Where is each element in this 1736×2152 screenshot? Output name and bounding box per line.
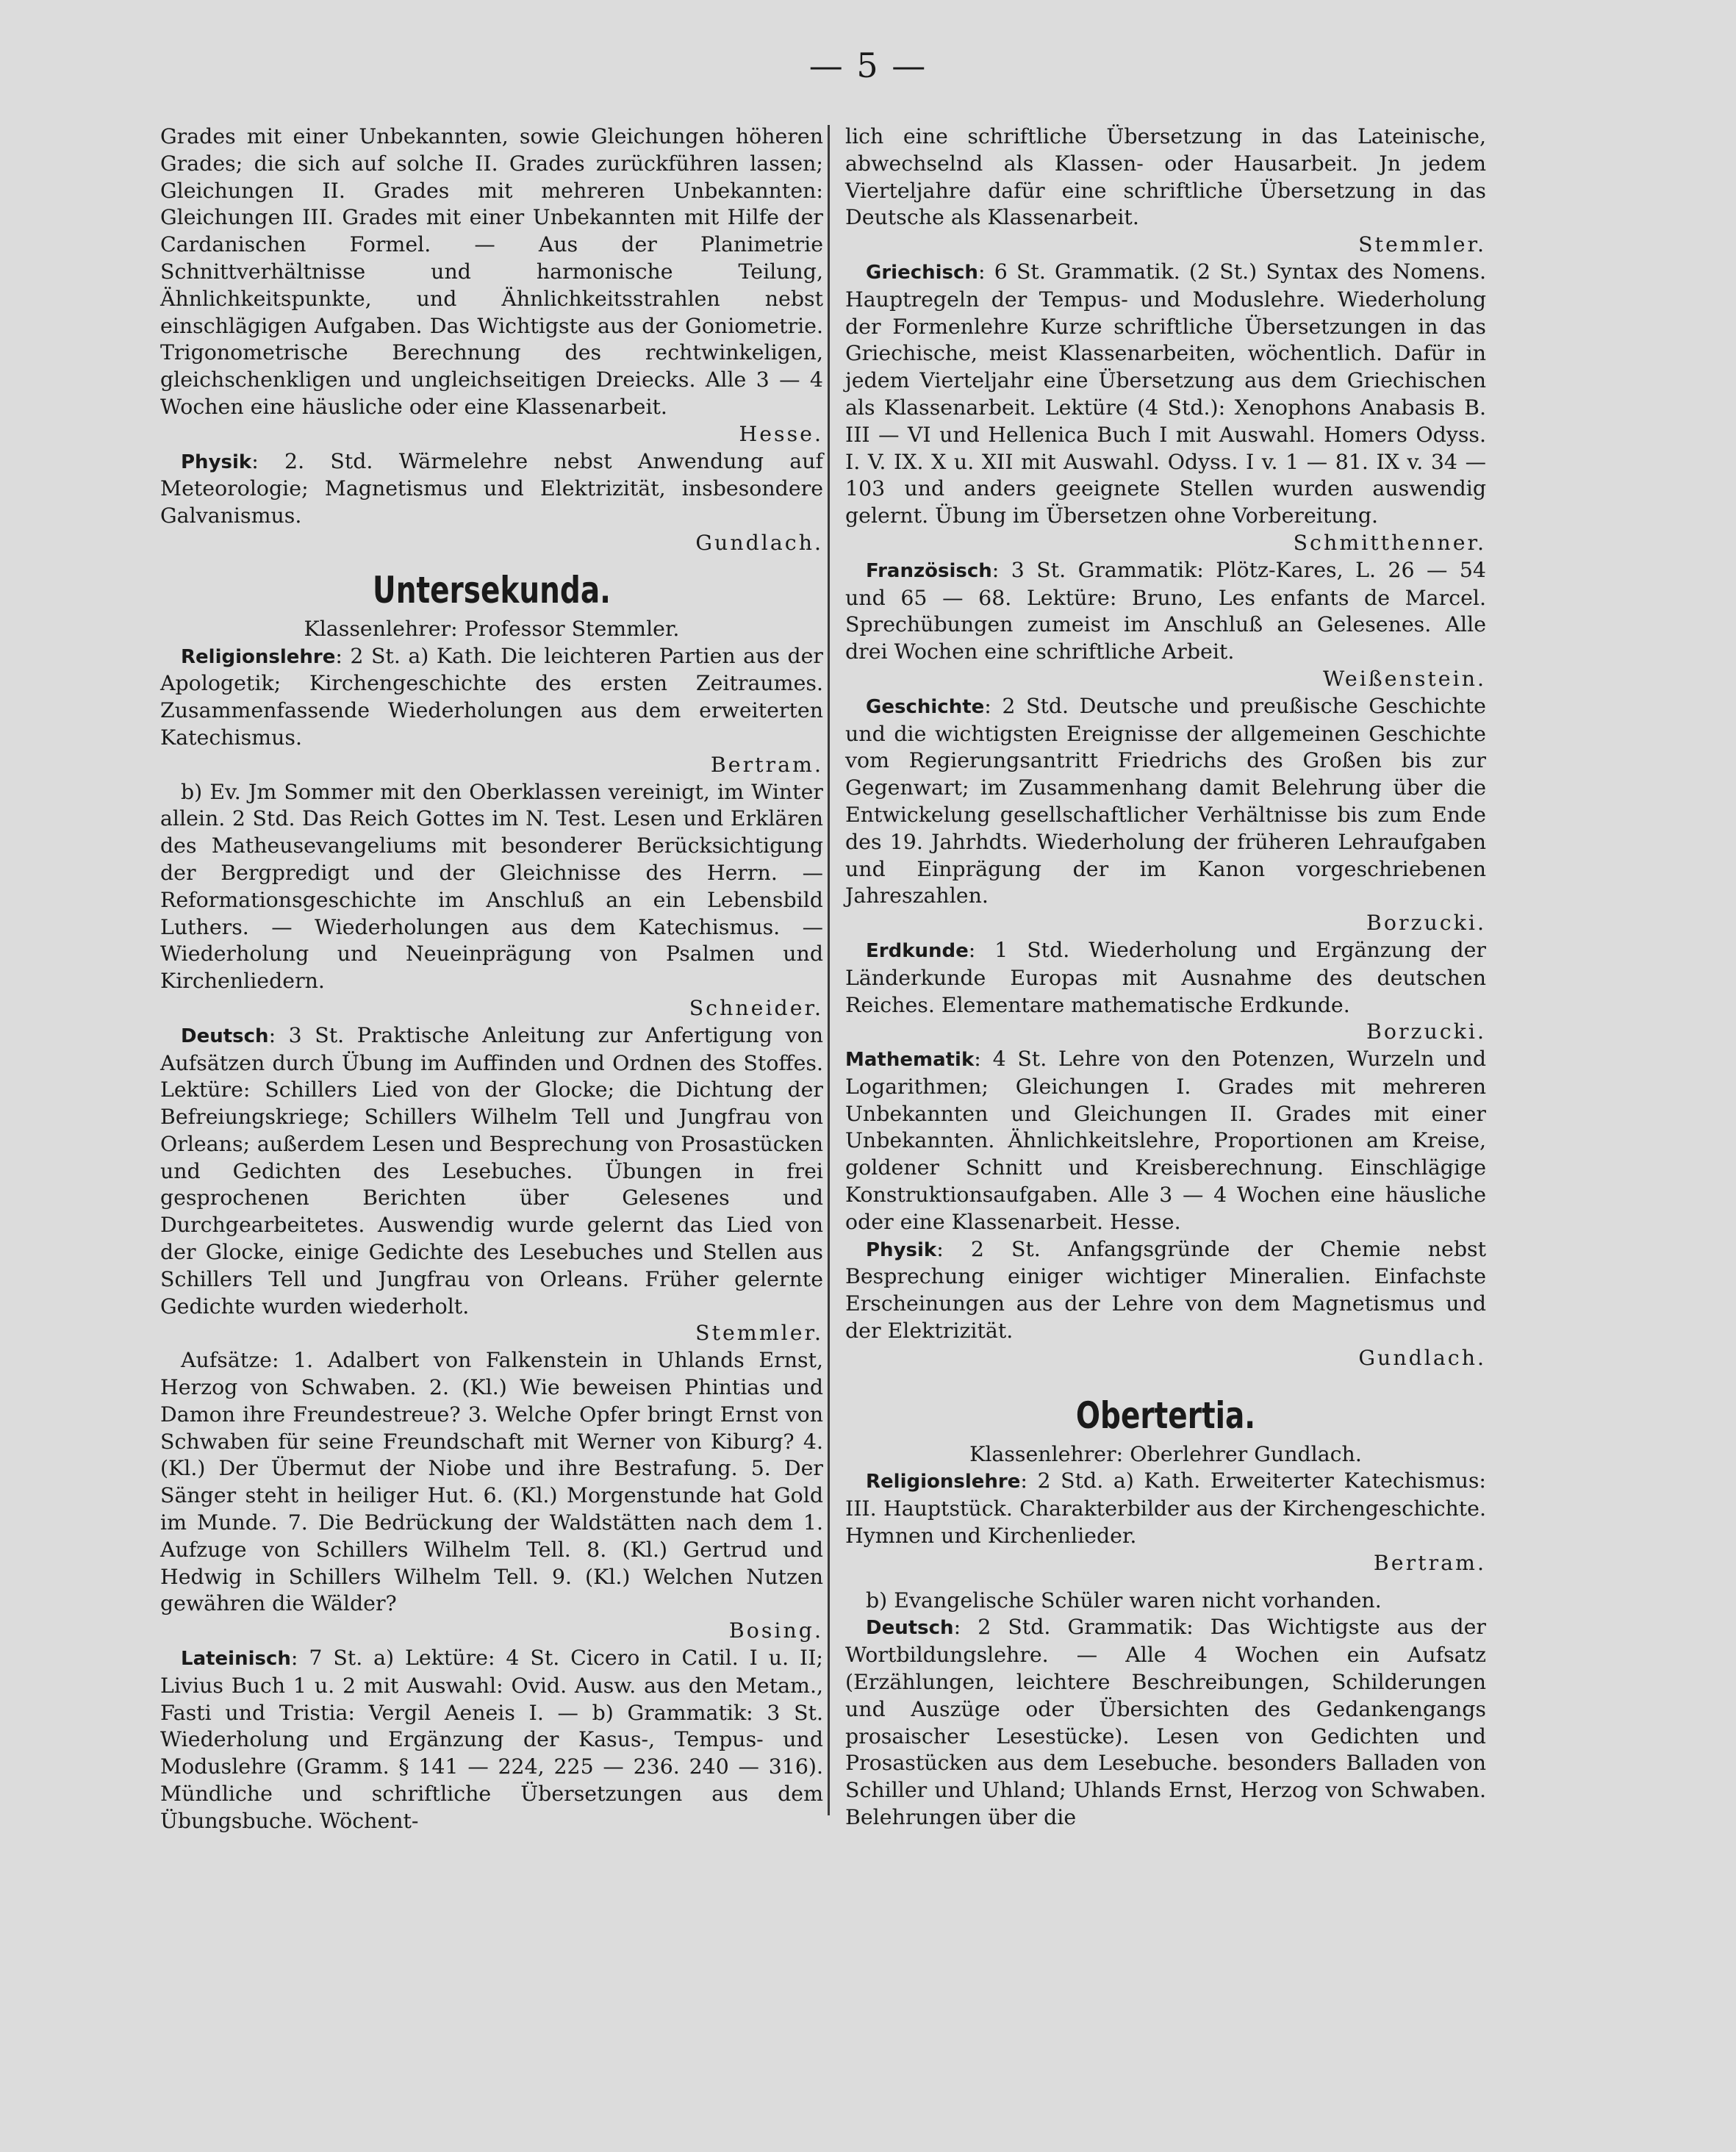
- signature-hesse: Hesse.: [739, 421, 823, 446]
- religion-label: Religionslehre: [866, 1471, 1021, 1493]
- physik-paragraph: Physik: 2. Std. Wärmelehre nebst Anwendung auf Meteorologie; Magnetismus und Elektrizität, insbesondere Galvanismus.: [160, 448, 823, 528]
- physik-label: Physik: [866, 1238, 937, 1261]
- latein-paragraph: Lateinisch: 7 St. a) Lektüre: 4 St. Cicero in Catil. I u. II; Livius Buch 1 u. 2 mit Auswahl: Ovid. Ausw. aus den Metam., Fasti und Tristia: Vergil Aeneis I. — b) Grammatik: 3 St. Wiederholung und Ergänzung der Kasus-, Tempus- und Moduslehre (Gramm. § 141 — 224, 225 — 236. 240 — 316). Mündliche und schriftliche Übersetzungen aus dem Übungsbuche. Wöchent-: [160, 1646, 823, 1833]
- religion-ev-paragraph: b) Evangelische Schüler waren nicht vorhanden.: [866, 1588, 1382, 1613]
- section-heading-untersekunda: Untersekunda.: [373, 568, 611, 611]
- deutsch-label: Deutsch: [866, 1617, 954, 1640]
- right-column: [845, 123, 1486, 1832]
- religion-ev-paragraph: b) Ev. Jm Sommer mit den Oberklassen vereinigt, im Winter allein. 2 Std. Das Reich Gottes im N. Test. Lesen und Erklären des Matheusevangeliums mit besonderer Berücksichtigung der Bergpredigt und der Gleichnisse des Herrn. — Reformationsgeschichte im Anschluß an ein Lebensbild Luthers. — Wiederholungen aus dem Katechismus. — Wiederholung und Neueinprägung von Psalmen und Kirchenliedern.: [160, 779, 823, 994]
- erdkunde-label: Erdkunde: [866, 939, 969, 962]
- latein-continuation: lich eine schriftliche Übersetzung in das Lateinische, abwechselnd als Klassen- oder Hausarbeit. Jn jedem Vierteljahre dafür eine schriftliche Übersetzung in das Deutsche als Klassenarbeit.: [845, 124, 1486, 230]
- signature-borzucki: Borzucki.: [1366, 1019, 1486, 1044]
- griechisch-label: Griechisch: [866, 261, 978, 284]
- signature-schneider: Schneider.: [689, 995, 823, 1020]
- deutsch-paragraph: Deutsch: 3 St. Praktische Anleitung zur Anfertigung von Aufsätzen durch Übung im Auffinden und Ordnen des Stoffes. Lektüre: Schillers Lied von der Glocke; die Dichtung der Befreiungskriege; Schillers Wilhelm Tell und Jungfrau von Orleans; außerdem Lesen und Besprechung von Prosastücken und Gedichten des Lesebuches. Übungen in frei gesprochenen Berichten über Gelesenes und Durchgearbeitetes. Auswendig wurde gelernt das Lied von der Glocke, einige Gedichte des Lesebuches und Stellen aus Schillers Tell und Jungfrau von Orleans. Früher gelernte Gedichte wurden wiederholt.: [160, 1022, 823, 1319]
- religion-paragraph: Religionslehre: 2 Std. a) Kath. Erweiterter Katechismus: III. Hauptstück. Charakterbilder aus der Kirchengeschichte. Hymnen und Kirchenlieder.: [845, 1468, 1486, 1549]
- spacer: [845, 1372, 1486, 1382]
- geschichte-label: Geschichte: [866, 695, 985, 718]
- geschichte-paragraph: Geschichte: 2 Std. Deutsche und preußische Geschichte und die wichtigsten Ereignisse der allgemeinen Geschichte vom Regierungsantritt Friedrichs des Großen bis zur Gegenwart; im Zusammenhang damit Belehrung über die Entwickelung gesellschaftlicher Verhältnisse bis zum Ende des 19. Jahrhdts. Wiederholung der früheren Lehraufgaben und Einprägung der im Kanon vorgeschriebenen Jahreszahlen.: [845, 693, 1486, 908]
- left-column: [160, 123, 823, 1835]
- signature-stemmler: Stemmler.: [1358, 232, 1486, 257]
- klassenlehrer-untersekunda: Klassenlehrer: Professor Stemmler.: [304, 616, 680, 641]
- aufsaetze-paragraph: Aufsätze: 1. Adalbert von Falkenstein in Uhlands Ernst, Herzog von Schwaben. 2. (Kl.) Wie beweisen Phintias und Damon ihre Freundestreue? 3. Welche Opfer bringt Ernst von Schwaben für seine Freundschaft mit Werner von Kiburg? 4. (Kl.) Der Übermut der Niobe und ihre Bestrafung. 5. Der Sänger steht in heiliger Hut. 6. (Kl.) Morgenstunde hat Gold im Munde. 7. Die Bedrückung der Waldstätten nach dem 1. Aufzuge von Schillers Wilhelm Tell. 8. (Kl.) Gertrud und Hedwig in Schillers Wilhelm Tell. 9. (Kl.) Welchen Nutzen gewähren die Wälder?: [160, 1348, 823, 1616]
- griechisch-paragraph: Griechisch: 6 St. Grammatik. (2 St.) Syntax des Nomens. Hauptregeln der Tempus- und Moduslehre. Wiederholung der Formenlehre Kurze schriftliche Übersetzungen in das Griechische, meist Klassenarbeiten, wöchentlich. Dafür in jedem Vierteljahr eine Übersetzung aus dem Griechischen als Klassenarbeit. Lektüre (4 Std.): Xenophons Anabasis B. III — VI und Hellenica Buch I mit Auswahl. Homers Odyss. I. V. IX. X u. XII mit Auswahl. Odyss. I v. 1 — 81. IX v. 34 — 103 und anders geeignete Stellen wurden auswendig gelernt. Übung im Übersetzen ohne Vorbereitung.: [845, 259, 1486, 528]
- column-divider: [828, 125, 830, 1815]
- signature-borzucki: Borzucki.: [1366, 911, 1486, 936]
- signature-bosing: Bosing.: [728, 1618, 823, 1643]
- signature-gundlach: Gundlach.: [695, 530, 823, 555]
- page-number: — 5 —: [808, 46, 928, 85]
- religion-paragraph: Religionslehre: 2 St. a) Kath. Die leichteren Partien aus der Apologetik; Kirchengeschichte des ersten Zeitraumes. Zusammenfassende Wiederholungen aus dem erweiterten Katechismus.: [160, 643, 823, 750]
- section-heading-obertertia: Obertertia.: [1075, 1394, 1256, 1437]
- franzoesisch-label: Französisch: [866, 559, 992, 582]
- signature-schmitthenner: Schmitthenner.: [1293, 530, 1486, 555]
- erdkunde-paragraph: Erdkunde: 1 Std. Wiederholung und Ergänzung der Länderkunde Europas mit Ausnahme des deutschen Reiches. Elementare mathematische Erdkunde.: [845, 937, 1486, 1017]
- signature-bertram: Bertram.: [710, 752, 823, 777]
- franzoesisch-paragraph: Französisch: 3 St. Grammatik: Plötz-Kares, L. 26 — 54 und 65 — 68. Lektüre: Bruno, Les enfants de Marcel. Sprechübungen zumeist im Anschluß an Gelesenes. Alle drei Wochen eine schriftliche Arbeit.: [845, 557, 1486, 664]
- signature-bertram: Bertram.: [1373, 1550, 1486, 1575]
- mathematik-label: Mathematik: [845, 1049, 975, 1072]
- religion-label: Religionslehre: [181, 645, 336, 668]
- signature-stemmler: Stemmler.: [695, 1321, 823, 1346]
- physik-label: Physik: [181, 451, 252, 473]
- deutsch-paragraph: Deutsch: 2 Std. Grammatik: Das Wichtigste aus der Wortbildungslehre. — Alle 4 Wochen ein Aufsatz (Erzählungen, leichtere Beschreibungen, Schilderungen und Auszüge oder Übersichten des Gedankengangs prosaischer Lesestücke). Lesen von Gedichten und Prosastücken aus dem Lesebuche. besonders Balladen von Schiller und Uhland; Uhlands Ernst, Herzog von Schwaben. Belehrungen über die: [845, 1615, 1486, 1830]
- klassenlehrer-obertertia: Klassenlehrer: Oberlehrer Gundlach.: [969, 1441, 1362, 1466]
- mathematik-paragraph: Mathematik: 4 St. Lehre von den Potenzen, Wurzeln und Logarithmen; Gleichungen I. Grades mit mehreren Unbekannten und Gleichungen II. Grades mit einer Unbekannten. Ähnlichkeitslehre, Proportionen am Kreise, goldener Schnitt und Kreisberechnung. Einschlägige Konstruktionsaufgaben. Alle 3 — 4 Wochen eine häusliche oder eine Klassenarbeit. Hesse.: [845, 1047, 1486, 1234]
- latein-label: Lateinisch: [181, 1648, 291, 1671]
- algebra-continuation: Grades mit einer Unbekannten, sowie Gleichungen höheren Grades; die sich auf solche II. Grades zurückführen lassen; Gleichungen II. Grades mit mehreren Unbekannten: Gleichungen III. Grades mit einer Unbekannten mit Hilfe der Cardanischen Formel. — Aus der Planimetrie Schnittverhältnisse und harmonische Teilung, Ähnlichkeitspunkte, und Ähnlichkeitsstrahlen nebst einschlägigen Aufgaben. Das Wichtigste aus der Goniometrie. Trigonometrische Berechnung des rechtwinkeligen, gleichschenkligen und ungleichseitigen Dreiecks. Alle 3 — 4 Wochen eine häusliche oder eine Klassenarbeit.: [160, 124, 823, 419]
- signature-gundlach: Gundlach.: [1358, 1345, 1486, 1370]
- signature-weissenstein: Weißenstein.: [1323, 666, 1486, 691]
- deutsch-label: Deutsch: [181, 1025, 269, 1047]
- physik-paragraph: Physik: 2 St. Anfangsgründe der Chemie nebst Besprechung einiger wichtiger Mineralien. Einfachste Erscheinungen aus der Lehre von dem Magnetismus und der Elektrizität.: [845, 1236, 1486, 1344]
- spacer: [845, 1577, 1486, 1588]
